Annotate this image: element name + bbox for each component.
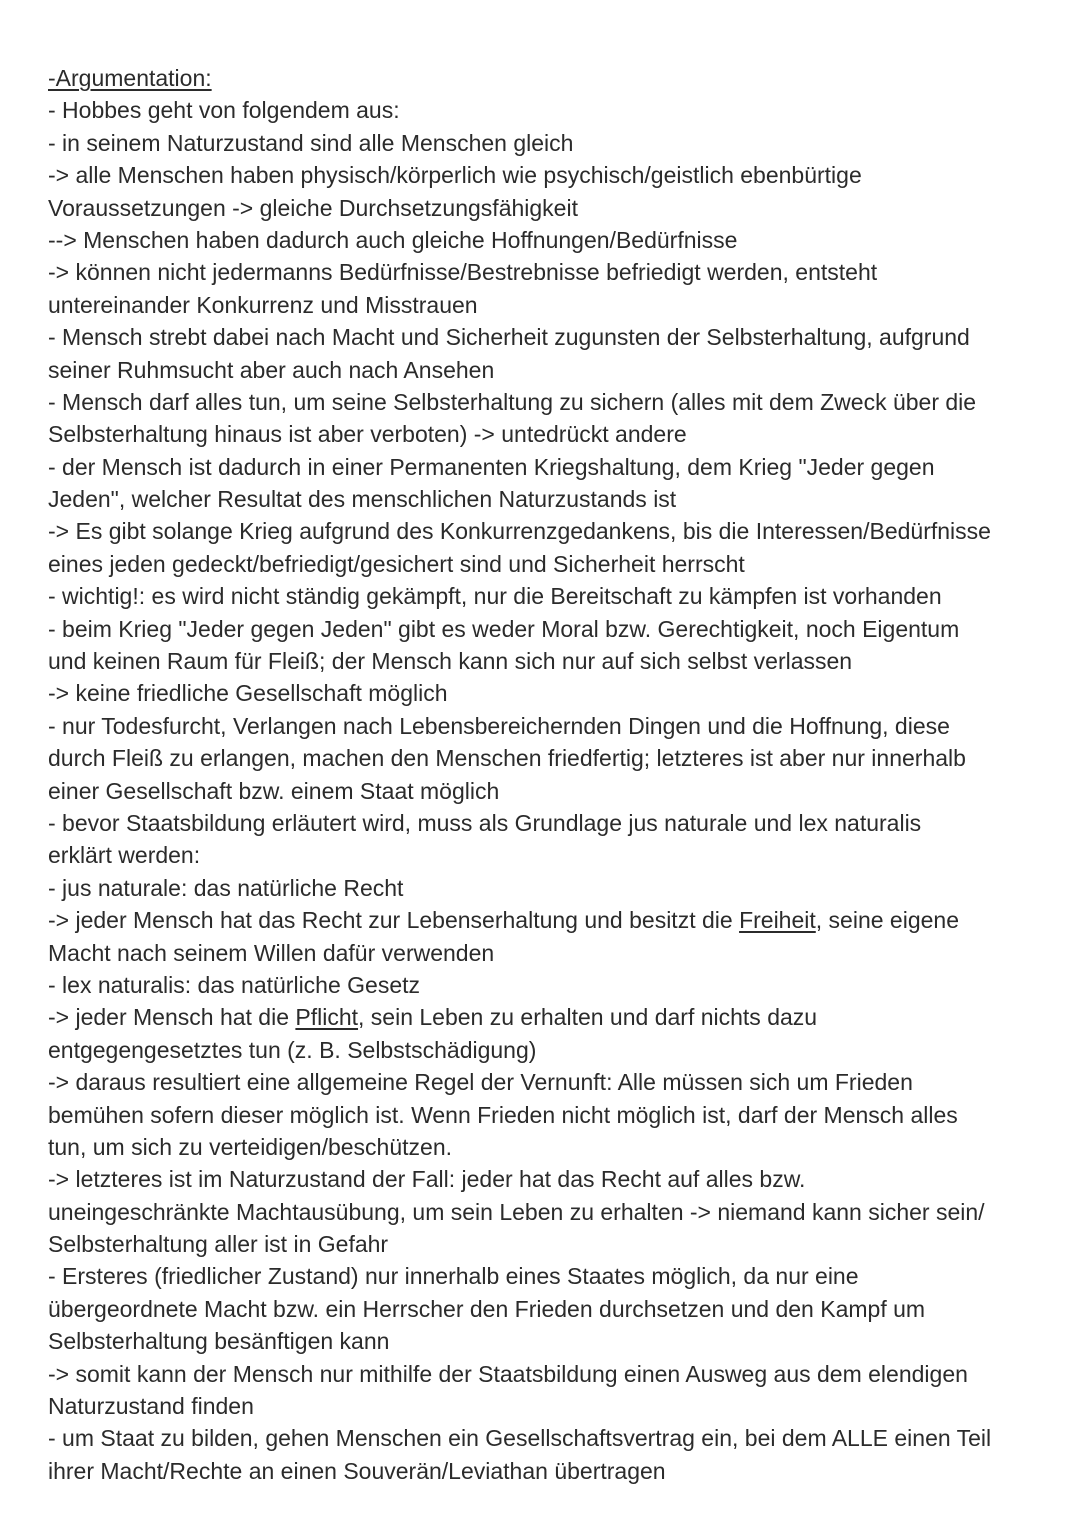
pflicht-line [48,1001,1048,1033]
text-line: und keinen Raum für Fleiß; der Mensch kann sich nur auf sich selbst verlassen [48,648,853,675]
text-line: untereinander Konkurrenz und Misstrauen [48,291,478,318]
underlined-word-pflicht: Pflicht [295,1004,359,1031]
text-line: - Mensch darf alles tun, um seine Selbsterhaltung zu sichern (alles mit dem Zweck über die [48,388,977,415]
text-line: -> keine friedliche Gesellschaft möglich [48,680,448,707]
text-line: tun, um sich zu verteidigen/beschützen. [48,1133,453,1160]
text-line: - um Staat zu bilden, gehen Menschen ein Gesellschaftsvertrag ein, bei dem ALLE einen Teil [48,1425,992,1452]
text-line: -> daraus resultiert eine allgemeine Regel der Vernunft: Alle müssen sich um Frieden [48,1069,913,1096]
text-line: -> letzteres ist im Naturzustand der Fall: jeder hat das Recht auf alles bzw. [48,1166,806,1193]
text-segment: , seine eigene [815,907,959,934]
text-segment: -> jeder Mensch hat das Recht zur Lebenserhaltung und besitzt die [48,907,740,934]
text-line: - in seinem Naturzustand sind alle Menschen gleich [48,129,574,156]
text-line: uneingeschränkte Machtausübung, um sein Leben zu erhalten -> niemand kann sicher sein/ [48,1198,985,1225]
text-line: erklärt werden: [48,842,201,869]
text-line: einer Gesellschaft bzw. einem Staat möglich [48,777,500,804]
freiheit-line [48,904,1048,936]
text-block-a [48,94,1048,904]
section-heading: -Argumentation: [48,65,212,91]
text-line: - nur Todesfurcht, Verlangen nach Lebensbereichernden Dingen und die Hoffnung, diese [48,712,950,739]
text-line: bemühen sofern dieser möglich ist. Wenn Frieden nicht möglich ist, darf der Mensch alles [48,1101,958,1128]
text-line: - wichtig!: es wird nicht ständig gekämpft, nur die Bereitschaft zu kämpfen ist vorhanden [48,583,942,610]
text-line: entgegengesetztes tun (z. B. Selbstschädigung) [48,1036,537,1063]
text-line: -> können nicht jedermanns Bedürfnisse/Bestrebnisse befriedigt werden, entsteht [48,259,878,286]
text-line: - der Mensch ist dadurch in einer Permanenten Kriegshaltung, dem Krieg "Jeder gegen [48,453,935,480]
text-line: Macht nach seinem Willen dafür verwenden [48,939,495,966]
text-line: - Mensch strebt dabei nach Macht und Sicherheit zugunsten der Selbsterhaltung, aufgrund [48,324,970,351]
text-segment: -> jeder Mensch hat die [48,1004,296,1031]
text-line: -> somit kann der Mensch nur mithilfe der Staatsbildung einen Ausweg aus dem elendigen [48,1360,968,1387]
text-line: - beim Krieg "Jeder gegen Jeden" gibt es weder Moral bzw. Gerechtigkeit, noch Eigentum [48,615,960,642]
text-line: - jus naturale: das natürliche Recht [48,874,404,901]
underlined-word-freiheit: Freiheit [739,907,816,934]
text-line: übergeordnete Macht bzw. ein Herrscher den Frieden durchsetzen und den Kampf um [48,1295,926,1322]
text-line: Selbsterhaltung besänftigen kann [48,1328,390,1355]
text-line: Selbsterhaltung aller ist in Gefahr [48,1231,389,1258]
text-block-c [48,1034,1048,1487]
text-line: Jeden", welcher Resultat des menschlichen Naturzustands ist [48,486,677,513]
text-line: - Ersteres (friedlicher Zustand) nur innerhalb eines Staates möglich, da nur eine [48,1263,859,1290]
text-block-b [48,937,1048,1002]
text-line: seiner Ruhmsucht aber auch nach Ansehen [48,356,495,383]
text-line: - bevor Staatsbildung erläutert wird, muss als Grundlage jus naturale und lex naturalis [48,809,922,836]
text-segment: , sein Leben zu erhalten und darf nichts dazu [358,1004,818,1031]
text-line: - lex naturalis: das natürliche Gesetz [48,971,421,998]
text-line: Naturzustand finden [48,1393,254,1420]
text-line: --> Menschen haben dadurch auch gleiche Hoffnungen/Bedürfnisse [48,226,738,253]
text-line: -> Es gibt solange Krieg aufgrund des Konkurrenzgedankens, bis die Interessen/Bedürfnisse [48,518,991,545]
text-line: durch Fleiß zu erlangen, machen den Menschen friedfertig; letzteres ist aber nur innerhalb [48,745,966,772]
text-line: -> alle Menschen haben physisch/körperlich wie psychisch/geistlich ebenbürtige [48,162,862,189]
text-line: Selbsterhaltung hinaus ist aber verboten) -> untedrückt andere [48,421,687,448]
text-line: eines jeden gedeckt/befriedigt/gesichert sind und Sicherheit herrscht [48,550,745,577]
text-line: ihrer Macht/Rechte an einen Souverän/Leviathan übertragen [48,1457,666,1484]
text-line: Voraussetzungen -> gleiche Durchsetzungsfähigkeit [48,194,578,221]
text-line: - Hobbes geht von folgendem aus: [48,97,400,124]
document-page [48,62,1048,1487]
